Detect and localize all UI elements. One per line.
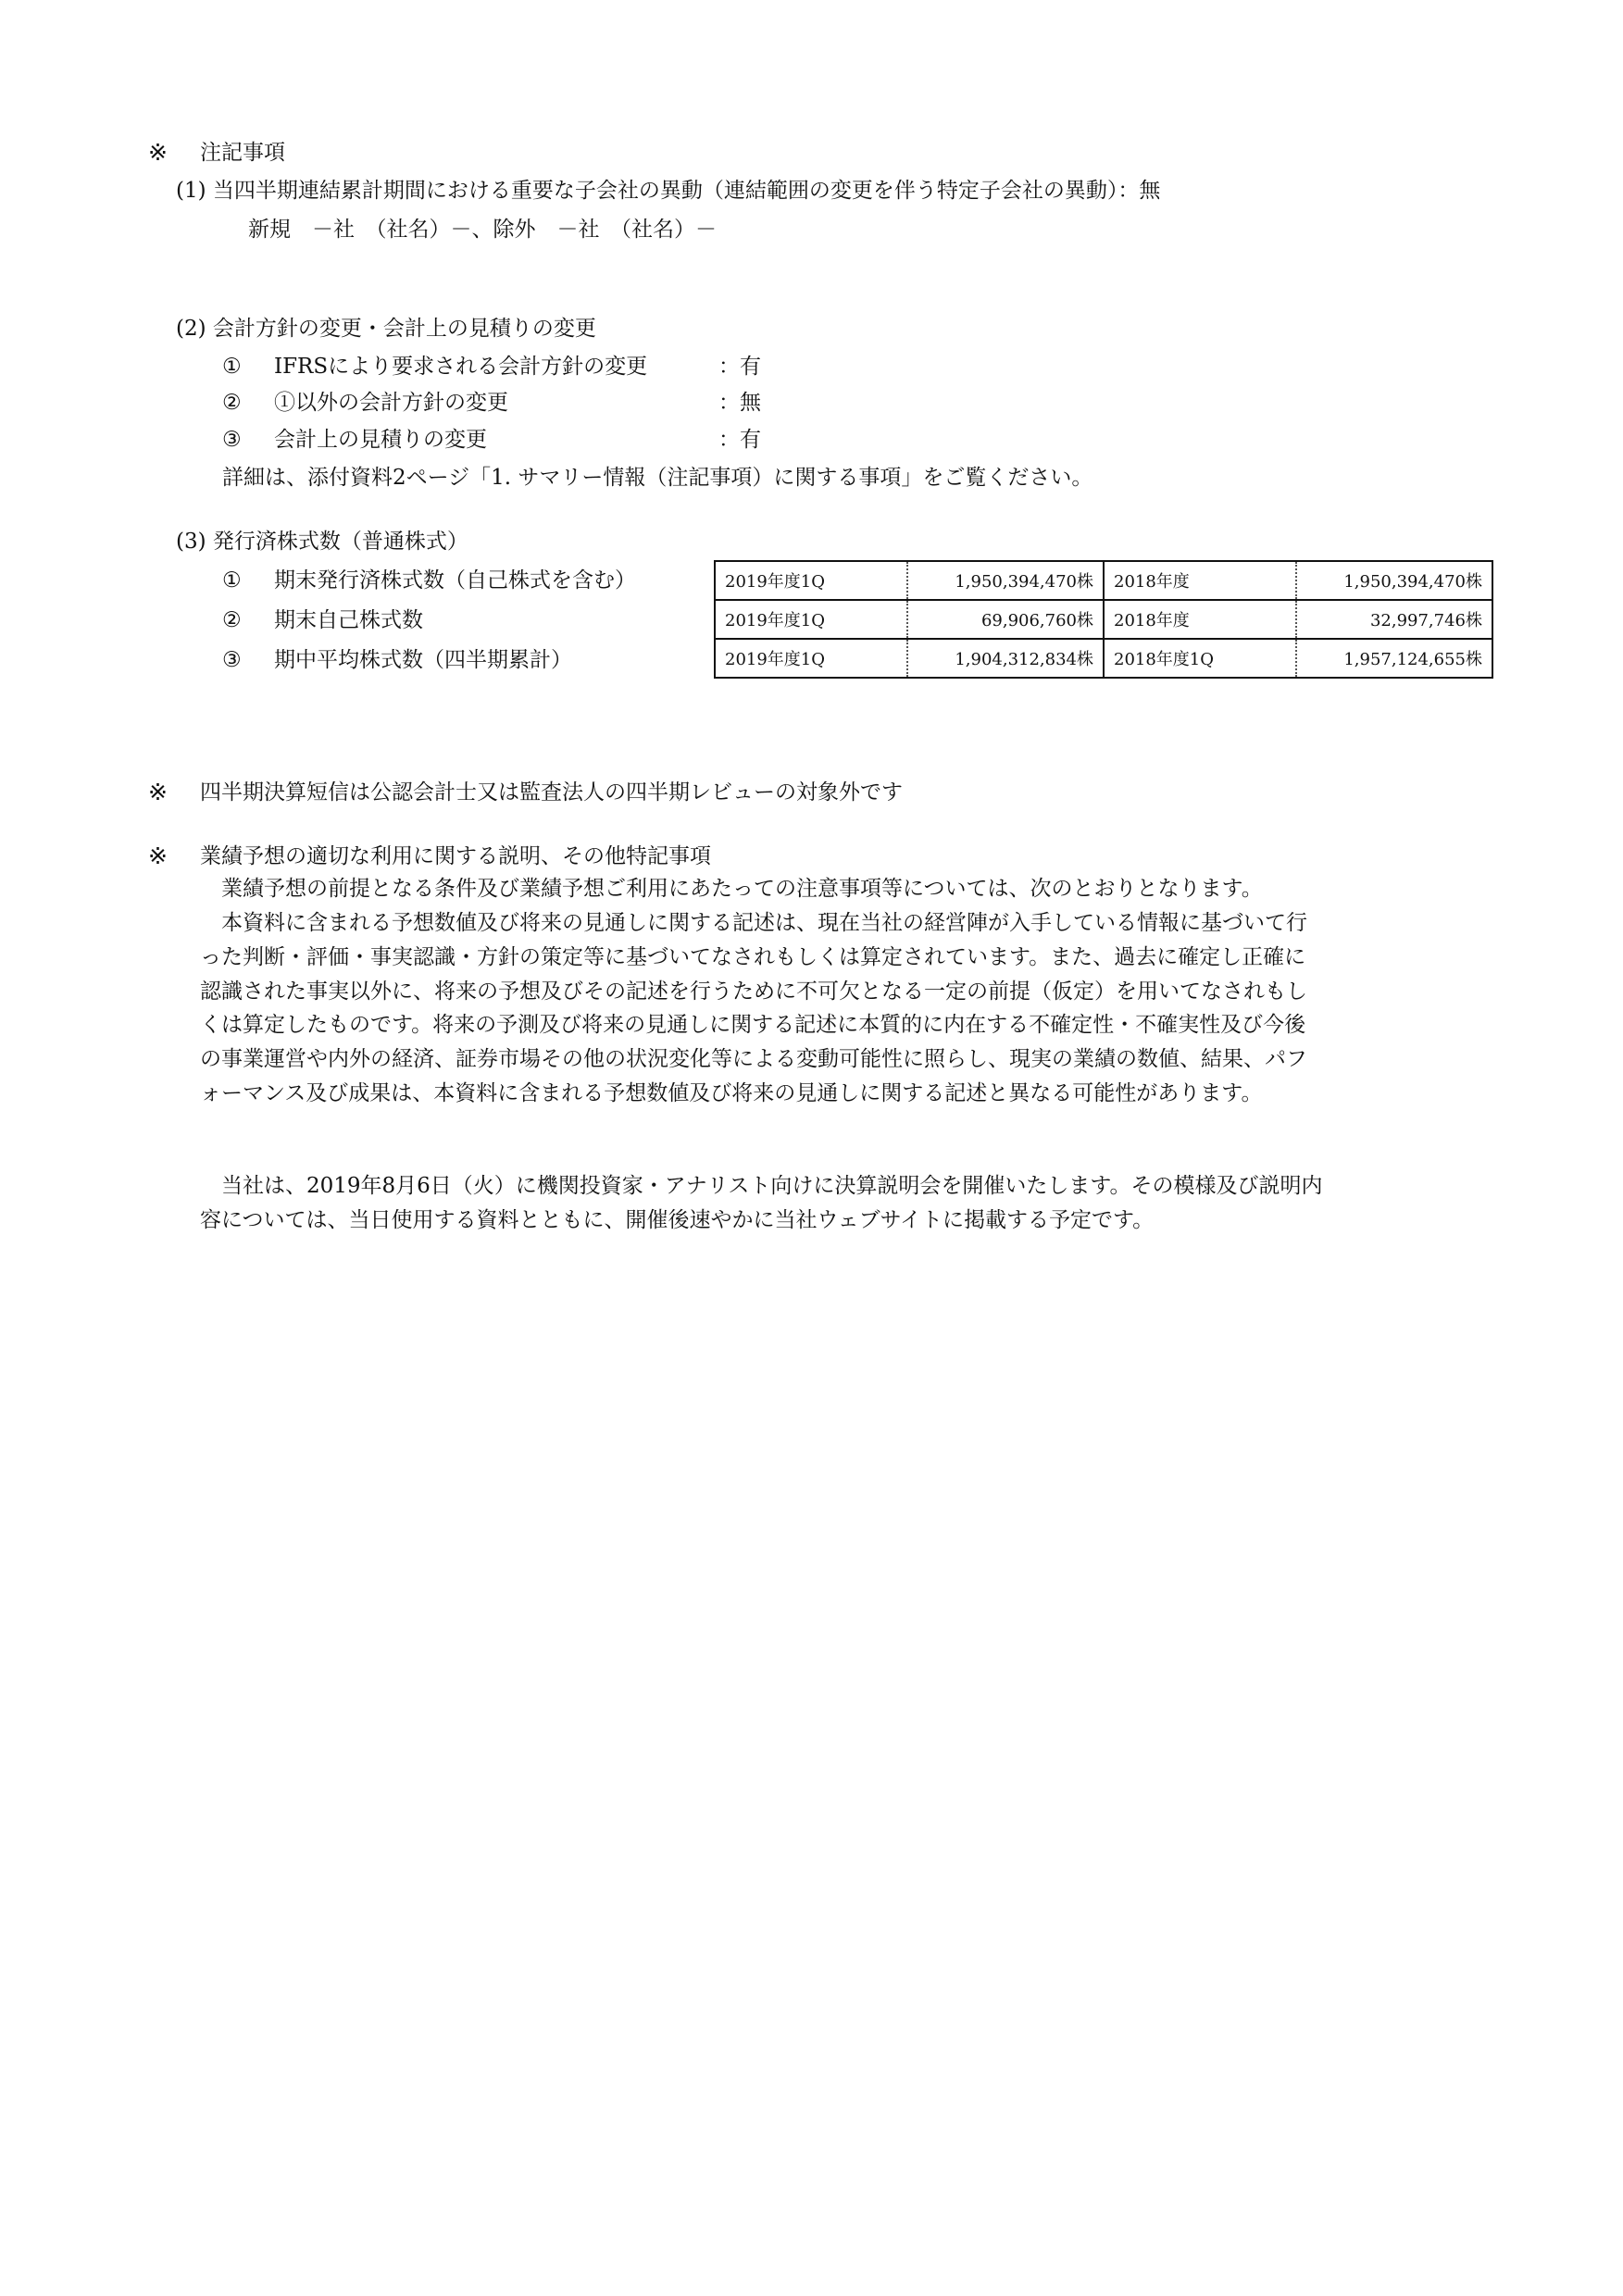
paragraph-line: った判断・評価・事実認識・方針の策定等に基づいてなされもしくは算定されています。また、過去に確定し正確に [200, 944, 1306, 969]
paragraph-line: 当社は、2019年8月6日（火）に機関投資家・アナリスト向けに決算説明会を開催いたします。その模様及び説明内 [221, 1174, 1323, 1198]
paragraph-line: ォーマンス及び成果は、本資料に含まれる予想数値及び将来の見通しに関する記述と異なる可能性があります。 [200, 1080, 1263, 1105]
forecast-paragraph-2 [200, 906, 1307, 1111]
review-mark: ※ [148, 779, 168, 805]
item2-row3-value: ：有 [718, 428, 761, 452]
table-row [715, 561, 1492, 600]
table-row [715, 600, 1492, 639]
item2-row2-num: ② [222, 391, 242, 415]
shares-table [714, 560, 1493, 679]
item3-row3-num: ③ [222, 648, 242, 672]
item3-row1-num: ① [222, 568, 242, 593]
period-cell: 2019年度1Q [715, 561, 907, 600]
item2-row1-num: ① [222, 355, 242, 379]
note-mark: ※ [148, 139, 168, 166]
review-text: 四半期決算短信は公認会計士又は監査法人の四半期レビューの対象外です [200, 780, 903, 805]
paragraph-line: 業績予想の前提となる条件及び業績予想ご利用にあたっての注意事項等については、次のとおりとなります。 [221, 877, 1263, 901]
item1-detail: 新規 －社 （社名）－、除外 －社 （社名）－ [248, 218, 717, 242]
item2-row2-value: ：無 [718, 391, 761, 415]
item2-row2-label: ①以外の会計方針の変更 [274, 391, 508, 415]
period-cell: 2018年度1Q [1104, 639, 1296, 678]
item2-detail: 詳細は、添付資料2ページ「1. サマリー情報（注記事項）に関する事項」をご覧ください。 [222, 466, 1093, 490]
paragraph-line: 容については、当日使用する資料とともに、開催後速やかに当社ウェブサイトに掲載する予定です。 [200, 1207, 1155, 1232]
forecast-title: 業績予想の適切な利用に関する説明、その他特記事項 [200, 844, 711, 868]
paragraph-line: くは算定したものです。将来の予測及び将来の見通しに関する記述に本質的に内在する不確定性・不確実性及び今後 [200, 1013, 1306, 1038]
paragraph-line: 認識された事実以外に、将来の予想及びその記述を行うために不可欠となる一定の前提（仮定）を用いてなされもし [200, 979, 1307, 1004]
item3-title: (3) 発行済株式数（普通株式） [176, 530, 468, 554]
period-cell: 2019年度1Q [715, 600, 907, 639]
item2-row3-num: ③ [222, 428, 242, 452]
forecast-mark: ※ [148, 842, 168, 869]
item1-line: (1) 当四半期連結累計期間における重要な子会社の異動（連結範囲の変更を伴う特定子会社の異動）：無 [176, 179, 1161, 203]
item3-row2-label: 期末自己株式数 [274, 608, 423, 632]
item2-row1-label: IFRSにより要求される会計方針の変更 [274, 355, 648, 379]
notes-title: 注記事項 [200, 141, 285, 165]
period-cell: 2018年度 [1104, 600, 1296, 639]
table-row [715, 639, 1492, 678]
item3-row1-label: 期末発行済株式数（自己株式を含む） [274, 568, 636, 593]
item2-title: (2) 会計方針の変更・会計上の見積りの変更 [176, 317, 596, 341]
period-cell: 2019年度1Q [715, 639, 907, 678]
value-cell: 1,904,312,834株 [907, 639, 1104, 678]
forecast-paragraph-1 [200, 872, 1263, 906]
paragraph-line: の事業運営や内外の経済、証券市場その他の状況変化等による変動可能性に照らし、現実の業績の数値、結果、パフ [200, 1047, 1307, 1072]
item3-row3-label: 期中平均株式数（四半期累計） [274, 648, 572, 672]
item2-row3-label: 会計上の見積りの変更 [274, 428, 487, 452]
value-cell: 69,906,760株 [907, 600, 1104, 639]
paragraph-line: 本資料に含まれる予想数値及び将来の見通しに関する記述は、現在当社の経営陣が入手している情報に基づいて行 [221, 911, 1307, 935]
value-cell: 32,997,746株 [1296, 600, 1492, 639]
item2-row1-value: ：有 [718, 355, 761, 379]
item3-row2-num: ② [222, 608, 242, 632]
value-cell: 1,950,394,470株 [907, 561, 1104, 600]
value-cell: 1,950,394,470株 [1296, 561, 1492, 600]
period-cell: 2018年度 [1104, 561, 1296, 600]
forecast-paragraph-3 [200, 1169, 1323, 1238]
value-cell: 1,957,124,655株 [1296, 639, 1492, 678]
